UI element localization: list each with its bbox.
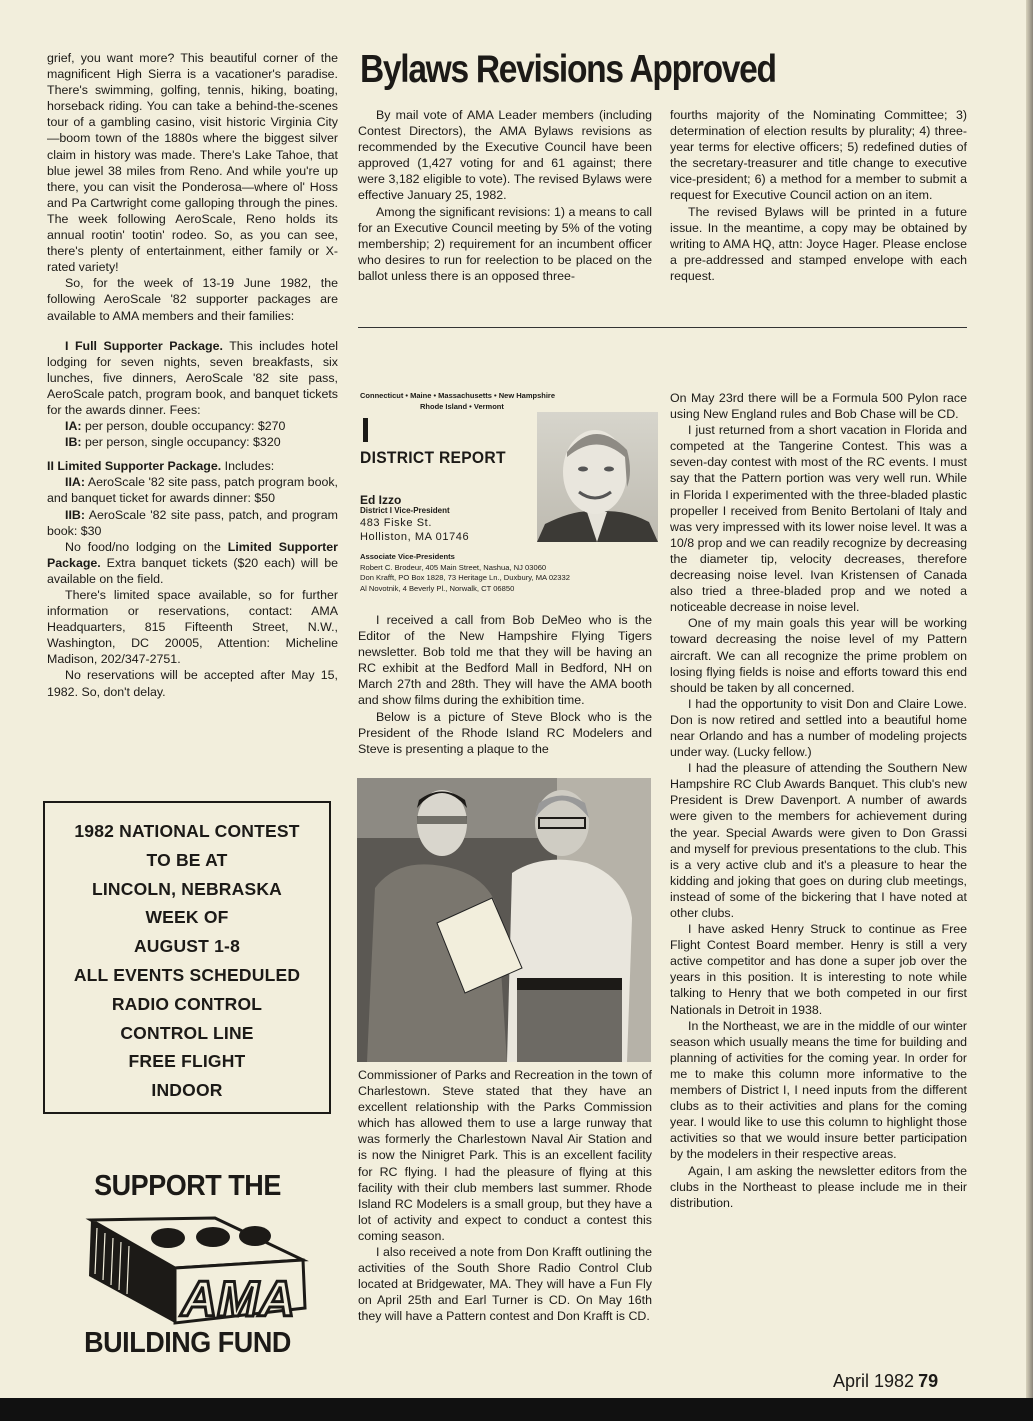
district-states [360, 390, 665, 412]
states-line: Connecticut • Maine • Massachusetts • New Hampshire [360, 391, 556, 400]
building-fund-ad [55, 1170, 320, 1365]
text: No food/no lodging on the [65, 539, 228, 554]
vp-title: District I Vice-President [360, 506, 450, 515]
text-bold: Limited Supporter Package. [47, 539, 338, 570]
paragraph: I just returned from a short vacation in Florida and competed at the Tangerine Contest. This was a seven-day contest with most of the RC events. I must say that the Pattern portion was very well run. While in Florida I experimented with the three-bladed plastic propeller I received from Benito Bertolani of Italy and was very impressed with its lower noise level. It was a 10/8 prop and we can readily recognize by decreasing the diameter tip, velocity decreases, therefore decreasing noise level. Ivan Kristensen of Canada also tried a three-bladed prop and we noted a noticeable decrease in noise level. [670, 423, 967, 615]
text: Extra banquet tickets ($20 each) will be available on the field. [47, 555, 338, 586]
no-food-note [47, 539, 338, 587]
paragraph: I received a call from Bob DeMeo who is the Editor of the New Hampshire Flying Tigers newsletter. Bob told me that they will be having an RC exhibit at the Bedford Mall in Bedford, NH on March 27th and 28th. They will have the AMA booth and show films during the exhibition time. [358, 613, 652, 708]
bylaws-column-2 [670, 107, 967, 284]
page-number: 79 [918, 1371, 939, 1391]
section-divider [358, 327, 967, 328]
district-number-mark [363, 418, 368, 442]
associate-vp: Don Krafft, PO Box 1828, 73 Heritage Ln., Duxbury, MA 02332 [360, 573, 570, 582]
fee-label: IB: [65, 435, 82, 450]
ama-logo-text: AMA [181, 1271, 295, 1326]
ama-brick-logo [75, 1208, 310, 1326]
notice-line: WEEK OF [145, 907, 229, 928]
notice-line: 1982 NATIONAL CONTEST [74, 821, 300, 841]
fee-text: per person, double occupancy: $270 [81, 419, 286, 434]
fee-ib [47, 434, 338, 450]
limited-package [47, 458, 338, 474]
scan-border [0, 1398, 1033, 1421]
paragraph: I had the opportunity to visit Don and Claire Lowe. Don is now retired and settled into a beautiful home near Orlando and has a number of modeling projects under way. (Lucky fellow.) [670, 696, 967, 760]
fee-text: AeroScale '82 site pass, patch program book, and banquet ticket for awards dinner: $50 [47, 475, 338, 506]
district-report-title: DISTRICT REPORT [360, 448, 506, 467]
paragraph: Among the significant revisions: 1) a means to call for an Executive Council meeting by 5% of the voting membership; 2) requirement for an incumbent officer who desires to run for reelection to be placed on the ballot unless there is an opposed three- [358, 204, 652, 283]
fee-iia [47, 474, 338, 506]
fee-label: IIA: [65, 475, 85, 490]
paragraph: grief, you want more? This beautiful corner of the magnificent High Sierra is a vacationer's paradise. There's swimming, golfing, tennis, hiking, boating, horseback riding. You can take a behind-the-scenes tour of a gambling casino, visit historic Virginia City—boom town of the 1880s where the biggest silver claim in history was made. There's Lake Tahoe, that blue jewel 38 miles from Reno. And while you're up there, you can visit the Ponderosa—where ol' Hoss and Pa Cartwright come galloping through the pines. The week following AeroScale, Reno holds its annual rootin' tootin' rodeo. So, as you can see, there's plenty of entertainment, either family or X-rated variety! [47, 51, 338, 275]
fee-iib [47, 507, 338, 539]
ad-top-text: SUPPORT THE [94, 1170, 281, 1202]
page-edge [1026, 0, 1033, 1421]
paragraph: I have asked Henry Struck to continue as Free Flight Contest Board member. Henry is still a very active competitor and has done a super job over the years in this position. It is interesting to note while talking to Henry that we both competed in our first Nationals in Detroit in 1938. [670, 922, 967, 1017]
plaque-presentation-photo [357, 778, 651, 1062]
notice-line: ALL EVENTS SCHEDULED [73, 964, 301, 985]
paragraph: Commissioner of Parks and Recreation in the town of Charlestown. Steve stated that they have an excellent relationship with the Parks Commission which has allowed them to use a large runway that was formerly the Charlestown Naval Air Station and is now the Ninigret Park. This is an excellent facility for RC flying. I had the pleasure of flying at this facility with their club members last summer. Rhode Island RC Modelers is a small group, but they have a lot of activity and expect to conduct a contest this coming season. [358, 1068, 652, 1243]
ad-bottom-text: BUILDING FUND [84, 1327, 291, 1359]
notice-line: LINCOLN, NEBRASKA [91, 878, 283, 899]
paragraph: On May 23rd there will be a Formula 500 Pylon race using New England rules and Bob Chase will be CD. [670, 391, 967, 422]
bylaws-column-1 [358, 107, 652, 284]
notice-line: INDOOR [151, 1080, 223, 1101]
associate-vps [360, 552, 665, 594]
associate-vp: Robert C. Brodeur, 405 Main Street, Nashua, NJ 03060 [360, 562, 547, 572]
page-footer [833, 1371, 938, 1392]
paragraph: I also received a note from Don Krafft outlining the activities of the South Shore Radio Control Club located at Bridgewater, MA. They will have a Fun Fly on April 25th and Earl Turner is CD. On May 16th they will have a Pattern contest and Don Krafft is CD. [358, 1245, 652, 1324]
vp-street: 483 Fiske St. [360, 517, 432, 529]
paragraph: Again, I am asking the newsletter editors from the clubs in the Northeast to please include me in their distribution. [670, 1163, 967, 1210]
paragraph: So, for the week of 13-19 June 1982, the following AeroScale '82 supporter packages are available to AMA members and their families: [47, 276, 338, 323]
district-report-text-2 [358, 1067, 652, 1325]
issue-date: April 1982 [833, 1371, 915, 1391]
fee-label: IA: [65, 419, 82, 434]
paragraph: I had the pleasure of attending the Southern New Hampshire RC Club Awards Banquet. This club's new President is Drew Davenport. A number of awards were given to the members for achievement during the year. Special Awards were given to Don Grassi and myself for previous presentations to the club. This is a very active club and it's a pleasure to hear the kidding and joking that goes on during club meetings, instead of some of the bickering that I have noted at other clubs. [670, 761, 967, 920]
states-line: Rhode Island • Vermont [420, 402, 504, 411]
nationals-notice-box [43, 801, 331, 1114]
notice-line: FREE FLIGHT [128, 1051, 246, 1072]
paragraph: Below is a picture of Steve Block who is the President of the Rhode Island RC Modelers and Steve is presenting a plaque to the [358, 709, 652, 756]
notice-line: TO BE AT [146, 849, 228, 870]
paragraph: The revised Bylaws will be printed in a future issue. In the meantime, a copy may be obtained by writing to AMA HQ, attn: Joyce Hager. Please enclose a pre-addressed and stamped envelope with each request. [670, 204, 967, 283]
vp-name: Ed Izzo [360, 493, 402, 507]
paragraph: fourths majority of the Nominating Committee; 3) determination of election results by plurality; 4) three-year terms for elective officers; 5) redefined duties of the secretary-treasurer and title change to executive vice-president; 6) a method for a member to submit a request for Executive Council action on an item. [670, 108, 967, 203]
deadline-paragraph: No reservations will be accepted after May 15, 1982. So, don't delay. [47, 668, 338, 699]
fee-label: IIB: [65, 507, 85, 522]
vp-city: Holliston, MA 01746 [360, 531, 470, 543]
associate-vp: Al Novotnik, 4 Beverly Pl., Norwalk, CT 06850 [360, 583, 515, 593]
notice-line: CONTROL LINE [120, 1022, 254, 1043]
paragraph: By mail vote of AMA Leader members (including Contest Directors), the AMA Bylaws revisions as recommended by the Executive Council have been approved (1,427 voting for and 61 against; there were 3,182 eligible to vote). The revised Bylaws were effective January 25, 1982. [358, 108, 652, 203]
full-package-text: This includes hotel lodging for seven nights, seven breakfasts, six lunches, five dinners, AeroScale '82 site pass, AeroScale patch, program book, and banquet tickets for the awards dinner. Fees: [47, 338, 338, 417]
limited-package-title: II Limited Supporter Package. [47, 459, 222, 474]
associate-heading: Associate Vice-Presidents [360, 552, 455, 561]
full-package [47, 338, 338, 418]
fee-text: AeroScale '82 site pass, patch, and program book: $30 [47, 507, 338, 538]
full-package-title: I Full Supporter Package. [65, 338, 223, 353]
paragraph: In the Northeast, we are in the middle of our winter season which usually means the time for building and planning of activities for the coming year. In order for me to make this column more informative to the members of District I, I need inputs from the different clubs as to their activities and plans for the coming year. I would like to use this column to highlight those activities so that we would insure better participation by the modelers in their respective areas. [670, 1018, 967, 1162]
limited-package-text: Includes: [221, 459, 275, 474]
vp-portrait-photo [537, 412, 658, 542]
contact-paragraph: There's limited space available, so for further information or reservations, contact: AMA Headquarters, 815 Fifteenth Street, N.W., Washington, DC 20005, Attention: Micheline Madison, 202/347-2751. [47, 588, 338, 667]
fee-ia [47, 418, 338, 434]
notice-line: AUGUST 1-8 [133, 936, 241, 957]
notice-line: RADIO CONTROL [111, 993, 263, 1014]
bylaws-headline: Bylaws Revisions Approved [360, 48, 776, 91]
aeroscale-article-column [47, 50, 338, 700]
district-report-text-1 [358, 612, 652, 757]
paragraph: One of my main goals this year will be working toward decreasing the noise level of my Pattern aircraft. We can all recognize the prime problem on losing flying fields is noise and efforts toward this end should be taken by all concerned. [670, 616, 967, 695]
fee-text: per person, single occupancy: $320 [81, 435, 281, 450]
district-report-text-3 [670, 390, 967, 1211]
